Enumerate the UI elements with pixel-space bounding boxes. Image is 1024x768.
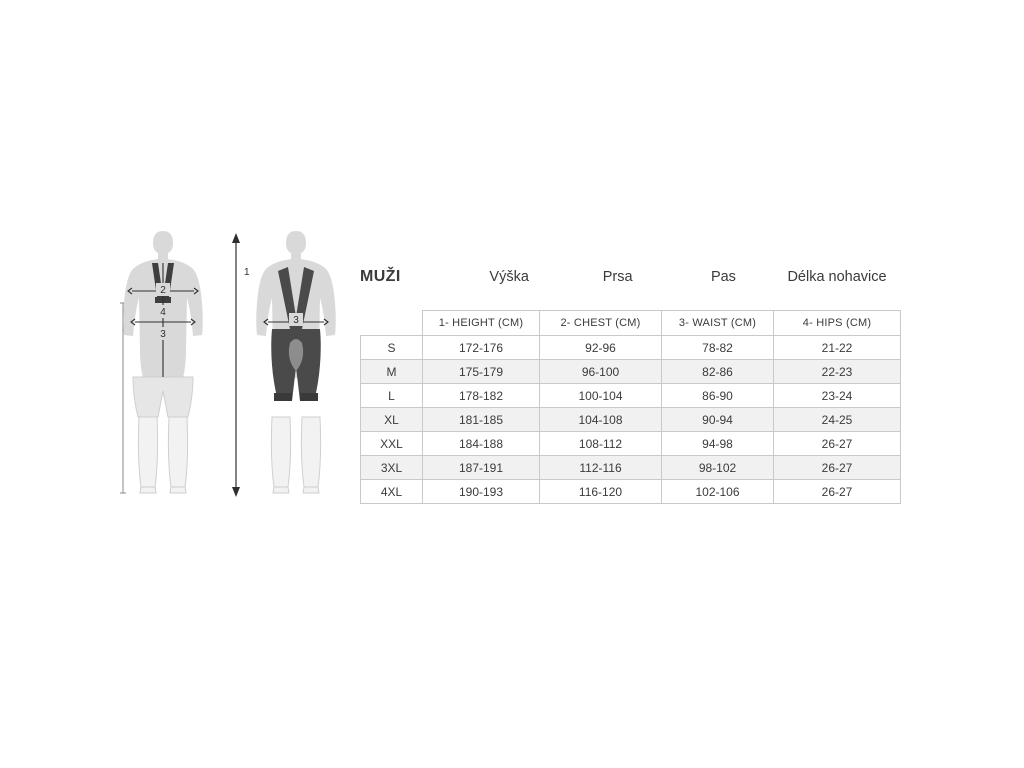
cell-height: 178-182: [423, 384, 540, 408]
cell-chest: 112-116: [540, 456, 662, 480]
cell-hips: 24-25: [774, 408, 901, 432]
cell-height: 181-185: [423, 408, 540, 432]
height-arrow: [232, 233, 240, 497]
cell-height: 184-188: [423, 432, 540, 456]
cell-size: M: [361, 360, 423, 384]
cell-size: XXL: [361, 432, 423, 456]
page-title: MUŽI: [360, 268, 401, 285]
header-height: 1- HEIGHT (CM): [423, 311, 540, 336]
size-table: [360, 310, 901, 504]
cell-waist: 78-82: [662, 336, 774, 360]
cell-hips: 26-27: [774, 432, 901, 456]
cell-size: 3XL: [361, 456, 423, 480]
table-header-row: [361, 311, 901, 336]
cell-chest: 92-96: [540, 336, 662, 360]
header-chest: 2- CHEST (CM): [540, 311, 662, 336]
table-row: [361, 384, 901, 408]
cell-height: 175-179: [423, 360, 540, 384]
label-3-right: 3: [293, 315, 299, 326]
cell-size: 4XL: [361, 480, 423, 504]
cell-chest: 116-120: [540, 480, 662, 504]
cell-chest: 104-108: [540, 408, 662, 432]
cell-size: XL: [361, 408, 423, 432]
size-table-section: [360, 268, 900, 504]
cell-waist: 86-90: [662, 384, 774, 408]
header-waist: 3- WAIST (CM): [662, 311, 774, 336]
figure-dark: [256, 231, 336, 493]
figure-light: [123, 231, 203, 493]
cell-waist: 82-86: [662, 360, 774, 384]
cell-chest: 100-104: [540, 384, 662, 408]
column-title-chest: Prsa: [602, 269, 633, 285]
label-2: 2: [160, 285, 166, 296]
column-title-hips: Délka nohavice: [787, 269, 887, 285]
cell-hips: 23-24: [774, 384, 901, 408]
table-row: [361, 336, 901, 360]
table-row: [361, 408, 901, 432]
label-4: 4: [160, 307, 166, 318]
size-guide-illustration: [108, 225, 358, 500]
cell-hips: 22-23: [774, 360, 901, 384]
cell-chest: 108-112: [540, 432, 662, 456]
column-title-height: Výška: [489, 269, 529, 285]
header-hips: 4- HIPS (CM): [774, 311, 901, 336]
cell-hips: 26-27: [774, 480, 901, 504]
table-row: [361, 480, 901, 504]
table-row: [361, 456, 901, 480]
cell-hips: 21-22: [774, 336, 901, 360]
cell-height: 190-193: [423, 480, 540, 504]
cell-waist: 94-98: [662, 432, 774, 456]
label-3-left: 3: [160, 329, 166, 340]
cell-waist: 102-106: [662, 480, 774, 504]
cell-chest: 96-100: [540, 360, 662, 384]
cell-waist: 98-102: [662, 456, 774, 480]
cell-size: S: [361, 336, 423, 360]
cell-height: 172-176: [423, 336, 540, 360]
cell-height: 187-191: [423, 456, 540, 480]
label-1: 1: [244, 267, 250, 278]
table-column-titles: [360, 268, 900, 310]
header-blank: [361, 311, 423, 336]
table-row: [361, 360, 901, 384]
cell-size: L: [361, 384, 423, 408]
table-row: [361, 432, 901, 456]
column-title-waist: Pas: [710, 269, 736, 285]
cell-hips: 26-27: [774, 456, 901, 480]
cell-waist: 90-94: [662, 408, 774, 432]
